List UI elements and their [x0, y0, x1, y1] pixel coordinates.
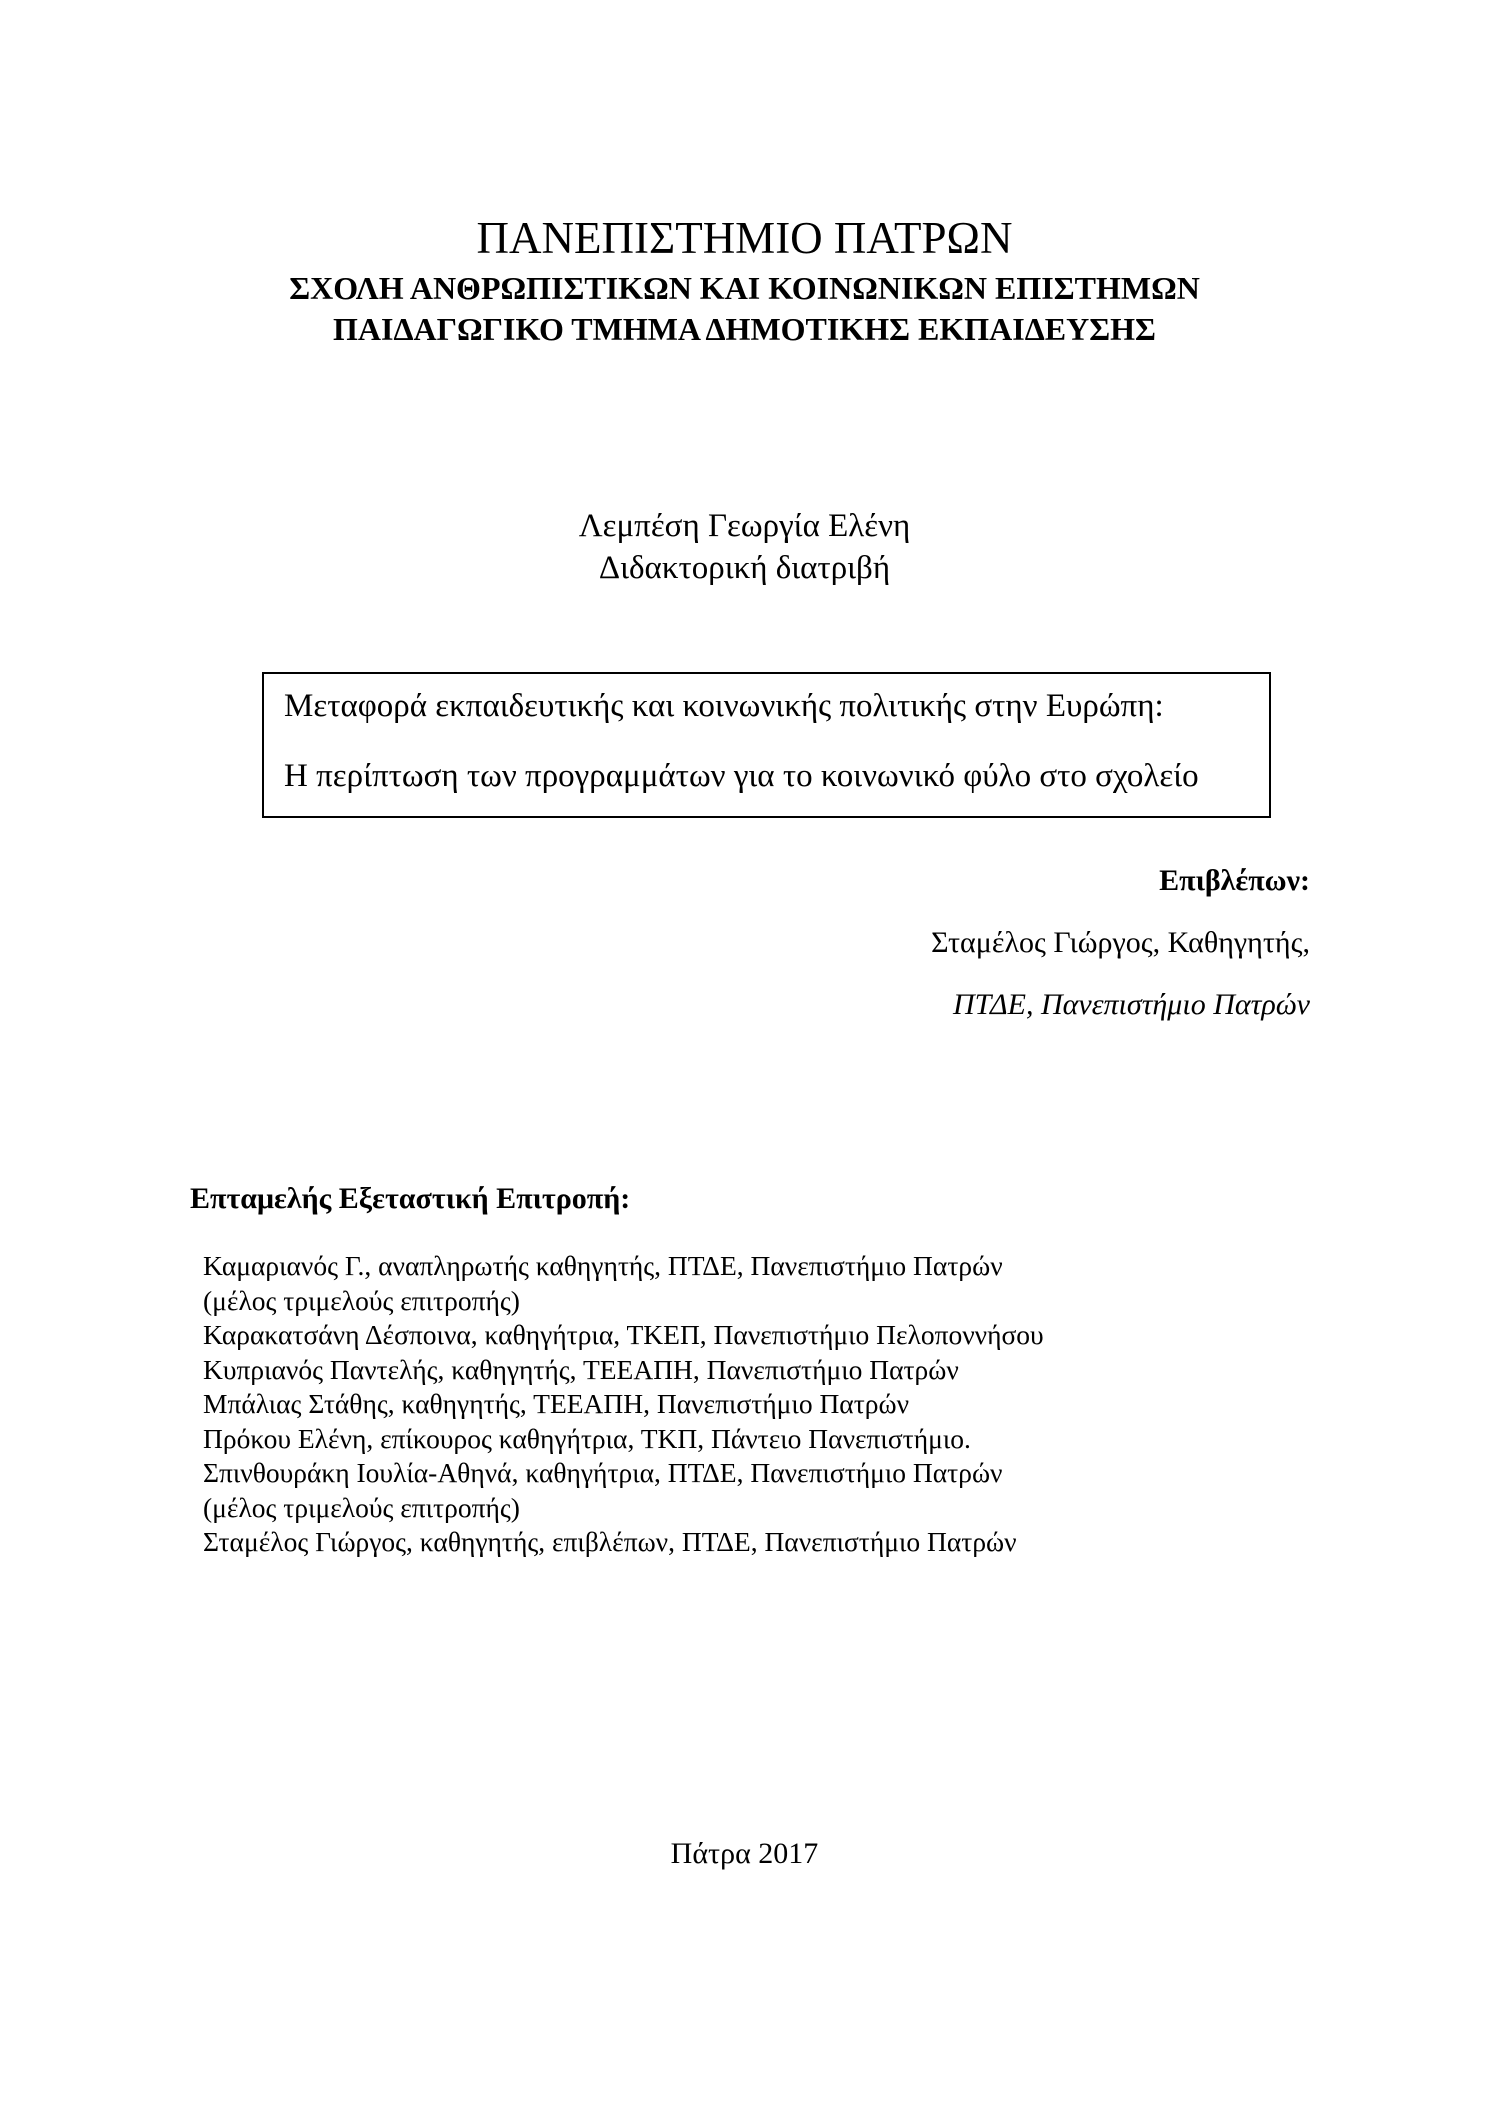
- committee-member: Καρακατσάνη Δέσποινα, καθηγήτρια, ΤΚΕΠ, Πανεπιστήμιο Πελοποννήσου: [203, 1319, 1044, 1350]
- committee-member: Μπάλιας Στάθης, καθηγητής, ΤΕΕΑΠΗ, Πανεπιστήμιο Πατρών: [203, 1388, 910, 1419]
- committee-member-note: (μέλος τριμελούς επιτροπής): [203, 1491, 520, 1523]
- committee-member-note: (μέλος τριμελούς επιτροπής): [203, 1284, 520, 1316]
- committee-member: Σταμέλος Γιώργος, καθηγητής, επιβλέπων, ΠΤΔΕ, Πανεπιστήμιο Πατρών: [203, 1526, 1017, 1557]
- supervisor-label: Επιβλέπων:: [1159, 864, 1310, 897]
- supervisor-name: Σταμέλος Γιώργος, Καθηγητής,: [931, 926, 1310, 959]
- supervisor-institution: ΠΤΔΕ, Πανεπιστήμιο Πατρών: [953, 988, 1310, 1021]
- author-name: Λεμπέση Γεωργία Ελένη: [578, 508, 911, 544]
- thesis-title-box: [262, 672, 1271, 818]
- university-name: ΠΑΝΕΠΙΣΤΗΜΙΟ ΠΑΤΡΩΝ: [476, 213, 1013, 263]
- thesis-title-line-2: Η περίπτωση των προγραμμάτων για το κοινωνικό φύλο στο σχολείο: [284, 758, 1199, 794]
- thesis-title-line-1: Μεταφορά εκπαιδευτικής και κοινωνικής πολιτικής στην Ευρώπη:: [284, 688, 1164, 724]
- committee-member: Καμαριανός Γ., αναπληρωτής καθηγητής, ΠΤΔΕ, Πανεπιστήμιο Πατρών: [203, 1250, 1003, 1281]
- committee-label: Επταμελής Εξεταστική Επιτροπή:: [190, 1182, 631, 1215]
- committee-member: Πρόκου Ελένη, επίκουρος καθηγήτρια, ΤΚΠ, Πάντειο Πανεπιστήμιο.: [203, 1422, 971, 1454]
- place-date: Πάτρα 2017: [670, 1837, 819, 1870]
- committee-member: Σπινθουράκη Ιουλία-Αθηνά, καθηγήτρια, ΠΤΔΕ, Πανεπιστήμιο Πατρών: [203, 1457, 1003, 1488]
- school-name: ΣΧΟΛΗ ΑΝΘΡΩΠΙΣΤΙΚΩΝ ΚΑΙ ΚΟΙΝΩΝΙΚΩΝ ΕΠΙΣΤΗΜΩΝ: [289, 270, 1200, 306]
- department-name: ΠΑΙΔΑΓΩΓΙΚΟ ΤΜΗΜΑ ΔΗΜΟΤΙΚΗΣ ΕΚΠΑΙΔΕΥΣΗΣ: [333, 311, 1156, 347]
- committee-list: [203, 1249, 1044, 1560]
- document-type: Διδακτορική διατριβή: [598, 550, 891, 586]
- committee-member: Κυπριανός Παντελής, καθηγητής, ΤΕΕΑΠΗ, Πανεπιστήμιο Πατρών: [203, 1353, 959, 1385]
